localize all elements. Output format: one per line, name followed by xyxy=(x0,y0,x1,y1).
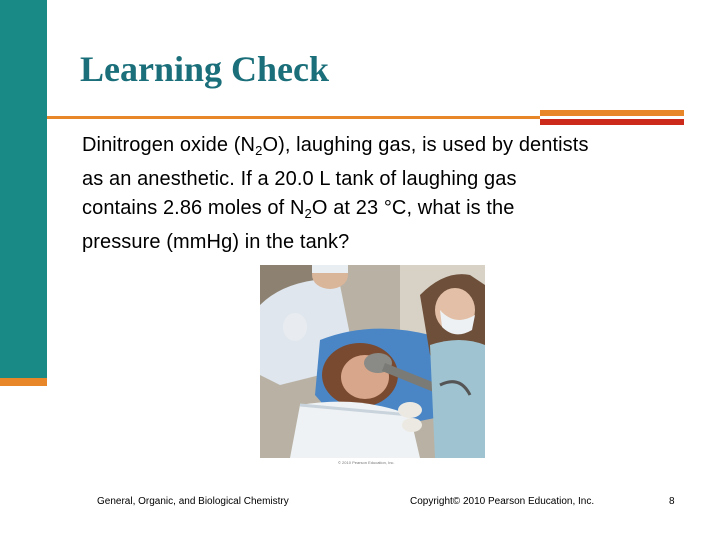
slide-title: Learning Check xyxy=(80,49,330,89)
footer-course: General, Organic, and Biological Chemistry xyxy=(97,496,289,507)
question-text xyxy=(82,131,692,257)
page-number: 8 xyxy=(669,496,675,507)
question-line3-b: O at 23 °C, what is the xyxy=(311,197,515,219)
subscript-2: 2 xyxy=(255,143,263,158)
subscript-2: 2 xyxy=(304,206,312,221)
dentist-photo xyxy=(260,265,485,458)
title-accent-red xyxy=(540,119,684,125)
question-line1-a: Dinitrogen oxide (N xyxy=(82,134,256,156)
question-line1-b: O), laughing gas, is used by dentists xyxy=(262,134,589,156)
photo-credit: © 2010 Pearson Education, Inc. xyxy=(338,460,395,465)
question-line4: pressure (mmHg) in the tank? xyxy=(82,231,350,253)
title-accent-orange xyxy=(540,110,684,116)
question-line2: as an anesthetic. If a 20.0 L tank of laughing gas xyxy=(82,168,517,190)
side-accent-bar xyxy=(0,0,47,386)
question-line3-a: contains 2.86 moles of N xyxy=(82,197,305,219)
title-underline xyxy=(47,116,540,119)
footer-copyright: Copyright© 2010 Pearson Education, Inc. xyxy=(410,496,595,507)
side-accent-stripe xyxy=(0,378,47,386)
